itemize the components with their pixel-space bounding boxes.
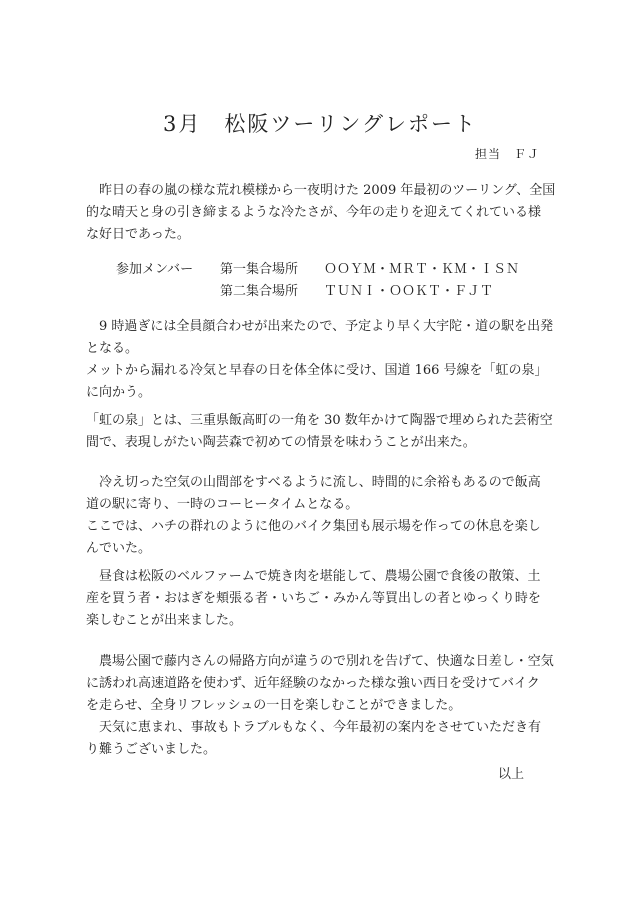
intro-paragraph	[86, 180, 556, 246]
page-title: 3月 松阪ツーリングレポート	[163, 112, 477, 136]
paragraph-line: ここでは、ハチの群れのように他のバイク集団も展示場を作っての休息を楽し	[86, 519, 541, 534]
closing-mark: 以上	[498, 767, 525, 782]
paragraph-line: 道の駅に寄り、一時のコーヒータイムとなる。	[86, 497, 359, 512]
paragraph-line: 冷え切った空気の山間部をすべるように流し、時間的に余裕もあるので飯高	[86, 475, 541, 490]
first-meeting-members: ＯＯＹＭ・ＭＲＴ・ＫＭ・ＩＳＮ	[324, 262, 520, 277]
paragraph-line: に向かう。	[86, 385, 152, 400]
paragraph-thanks	[86, 717, 556, 761]
paragraph-line: を走らせ、全身リフレッシュの一日を楽しむことができました。	[86, 698, 462, 713]
paragraph-line: 的な晴天と身の引き締まるような冷たさが、今年の走りを迎えてくれている様	[86, 205, 542, 220]
paragraph-line: 天気に恵まれ、事故もトラブルもなく、今年最初の案内をさせていただき有	[86, 720, 542, 735]
paragraph-niji-no-izumi	[86, 410, 556, 454]
paragraph-line: 農場公園で藤内さんの帰路方向が違うので別れを告げて、快適な日差し・空気	[86, 654, 554, 669]
paragraph-line: 産を買う者・おはぎを頬張る者・いちご・みかん等買出しの者とゆっくり時を	[86, 591, 541, 606]
paragraph-line: 昼食は松阪のベルファームで焼き肉を堪能して、農場公園で食後の散策、土	[86, 569, 541, 584]
first-meeting-place: 第一集合場所	[220, 262, 299, 277]
paragraph-line: な好日であった。	[86, 227, 190, 242]
paragraph-line: り難うございました。	[86, 742, 217, 757]
second-meeting-place: 第二集合場所	[220, 284, 299, 299]
paragraph-line: に誘われ高速道路を使わず、近年経験のなかった様な強い西日を受けてバイク	[86, 676, 540, 691]
paragraph-line: 「虹の泉」とは、三重県飯高町の一角を 30 数年かけて陶器で埋められた芸術空	[86, 413, 553, 428]
paragraph-line: 間で、表現しがたい陶芸森で初めての情景を味わうことが出来た。	[86, 435, 476, 450]
paragraph-line: 昨日の春の嵐の様な荒れ模様から一夜明けた 2009 年最初のツーリング、全国	[86, 183, 556, 198]
paragraph-line: 9 時過ぎには全員顔合わせが出来たので、予定より早く大宇陀・道の駅を出発	[86, 319, 554, 334]
paragraph-departure	[86, 316, 556, 404]
paragraph-line: んでいた。	[86, 541, 152, 556]
paragraph-coffee-break	[86, 472, 556, 560]
paragraph-lunch	[86, 566, 556, 632]
paragraph-line: メットから漏れる冷気と早春の日を体全体に受け、国道 166 号線を「虹の泉」	[86, 363, 548, 378]
members-block	[116, 259, 519, 303]
members-label: 参加メンバー	[116, 262, 194, 277]
members-row-first	[116, 259, 519, 281]
paragraph-line: となる。	[86, 341, 139, 356]
author-line: 担当 ＦＪ	[474, 147, 540, 161]
paragraph-return	[86, 651, 556, 717]
paragraph-line: 楽しむことが出来ました。	[86, 613, 243, 628]
members-row-second	[116, 281, 519, 303]
second-meeting-members: ＴＵＮＩ・ＯＯＫＴ・ＦＪＴ	[324, 284, 494, 299]
